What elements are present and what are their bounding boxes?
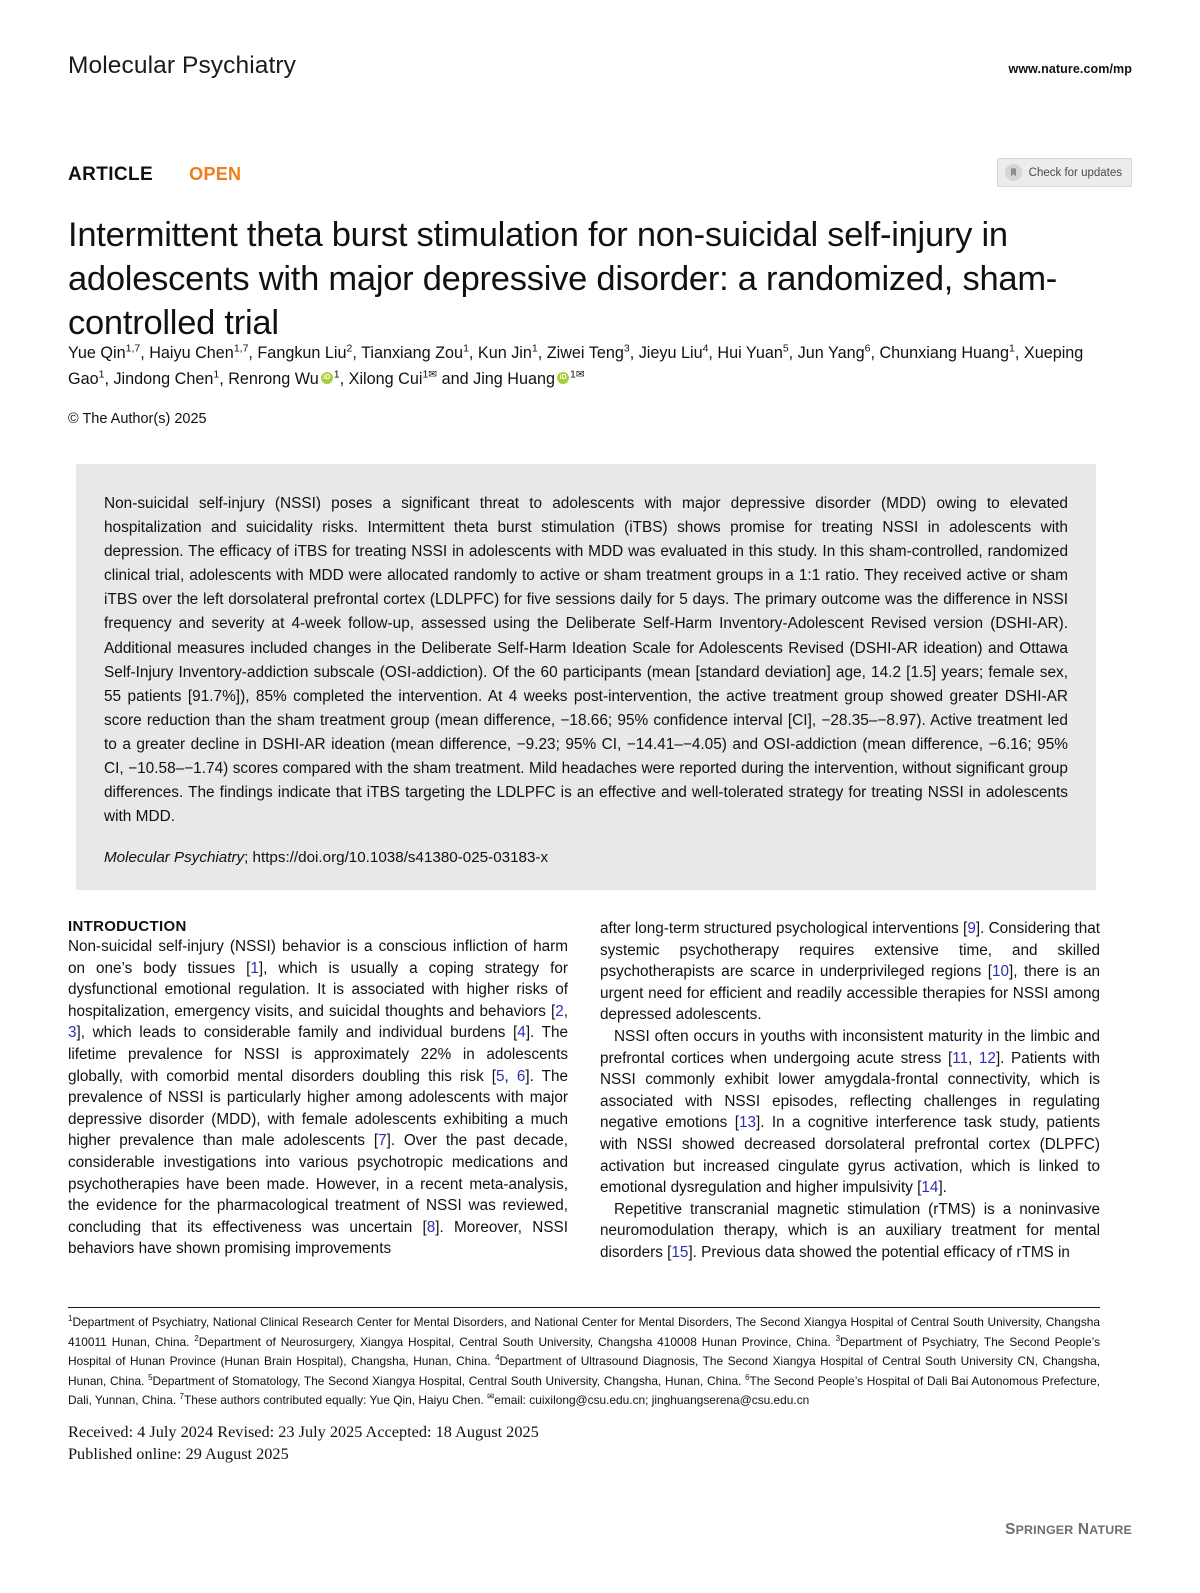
author-affiliation-marker: 1 (570, 368, 576, 381)
publisher-logo-ature: ATURE (1089, 1523, 1132, 1537)
affiliations-block: $^1$Department of Psychiatry, National Clinical Research Center for Mental Disorders, and National Center for Mental Disorders, The Second Xiangya Hospital of Central South University, Changsha 410011 Hunan, China. $^2$Department of Neurosurgery, Xiangya Hospital, Central South University, Changsha 410008 Hunan Province, China. $^3$Department of Psychiatry, The Second People’s Hospital of Hunan Province (Hunan Brain Hospital), Changsha, Hunan, China. $^4$Department of Ultrasound Diagnosis, The Second Xiangya Hospital of Central South University CN, Changsha, Hunan, China. $^5$Department of Stomatology, The Second Xiangya Hospital, Central South University, Changsha, Hunan, China. $^6$The Second People’s Hospital of Dali Bai Autonomous Prefecture, Dali, Yunnan, China. $^7$These authors contributed equally: Yue Qin, Haiyu Chen. ✉email: cuixilong@csu.edu.cn; jinghuangserena@csu.edu.cn (68, 1314, 1101, 1407)
affiliation-marker: 4 (495, 1353, 500, 1363)
author-affiliation-marker: 1 (463, 342, 469, 355)
abstract-citation (104, 849, 1068, 866)
author-affiliation-marker: 3 (623, 342, 630, 355)
citation-link[interactable]: 12 (978, 1049, 996, 1067)
citation-link[interactable]: 4 (517, 1024, 526, 1042)
abstract-box (76, 464, 1096, 890)
author-affiliation-marker: 1 (531, 342, 538, 355)
author-name[interactable]: Renrong Wu (228, 370, 319, 388)
publisher-logo (1005, 1521, 1132, 1539)
author-affiliation-marker: 1,7 (125, 342, 141, 355)
journal-name: Molecular Psychiatry (68, 52, 297, 79)
citation-link[interactable]: 13 (738, 1114, 756, 1132)
intro-paragraph-1-cont: after long-term structured psychological interventions [9]. Considering that systemic psychotherapy requires extensive time, and skilled psychotherapists are scarce in underprivileged regions [10], there is an urgent need for efficient and readily accessible therapies for NSSI among depressed adolescents. (600, 920, 1101, 1024)
citation-link[interactable]: 14 (921, 1179, 939, 1197)
publisher-logo-pringer: PRINGER (1015, 1523, 1074, 1537)
author-name[interactable]: Tianxiang Zou (361, 344, 464, 362)
publisher-logo-s: S (1005, 1521, 1016, 1538)
published-online-line: Published online: 29 August 2025 (68, 1444, 289, 1463)
body-column-left (68, 918, 568, 1264)
author-affiliation-marker: 5 (782, 342, 789, 355)
corresponding-author-envelope-icon[interactable]: ✉ (575, 368, 585, 381)
body-columns (68, 918, 1100, 1264)
author-name[interactable]: Xueping Gao (68, 344, 1084, 388)
author-list: Yue Qin$^{1,7}$, Haiyu Chen$^{1,7}$, Fangkun Liu$^2$, Tianxiang Zou$^1$, Kun Jin$^1$, Ziwei Teng$^3$, Jieyu Liu$^4$, Hui Yuan$^5$, Jun Yang$^6$, Chunxiang Huang$^1$, Xueping Gao$^1$, Jindong Chen$^1$, Renrong Wu iD $^1$, Xilong Cui$^{1✉}$ and Jing Huang iD $^{1✉}$ (68, 340, 1103, 392)
intro-paragraph-3: Repetitive transcranial magnetic stimulation (rTMS) is a noninvasive neuromodulation therapy, which is an auxiliary treatment for mental disorders [15]. Previous data showed the potential efficacy of rTMS in (600, 1200, 1100, 1261)
citation-link[interactable]: 15 (671, 1243, 689, 1261)
author-name[interactable]: Ziwei Teng (546, 344, 624, 362)
author-affiliation-marker: 1 (98, 368, 105, 381)
author-name[interactable]: Jindong Chen (113, 370, 214, 388)
author-name[interactable]: Haiyu Chen (149, 344, 234, 362)
envelope-icon: ✉ (487, 1391, 495, 1402)
affiliation-marker: 7 (179, 1392, 184, 1402)
crossmark-icon (1005, 164, 1022, 181)
citation-link[interactable]: 8 (426, 1218, 436, 1236)
citation-link[interactable]: 11 (952, 1049, 969, 1067)
author-name[interactable]: Xilong Cui (348, 370, 423, 388)
intro-paragraph-1: Non-suicidal self-injury (NSSI) behavior is a conscious infliction of harm on one’s body tissues [1], which is usually a coping strategy for dysfunctional emotional regulation. It is associated with higher risks of hospitalization, emergency visits, and suicidal thoughts and behaviors [2, 3], which leads to considerable family and individual burdens [4]. The lifetime prevalence for NSSI is approximately 22% in adolescents globally, with comorbid mental disorders doubling this risk [5, 6]. The prevalence of NSSI is particularly higher among adolescents with major depressive disorder (MDD), with female adolescents exhibiting a much higher prevalence than male adolescents [7]. Over the past decade, considerable investigations into various psychotropic medications and psychotherapies have been made. However, in a recent meta-analysis, the evidence for the pharmacological treatment of NSSI was reviewed, concluding that its effectiveness was uncertain [8]. Moreover, NSSI behaviors have shown promising improvements (68, 938, 569, 1258)
author-affiliation-marker: 4 (702, 342, 709, 355)
author-name[interactable]: Hui Yuan (717, 344, 783, 362)
author-affiliation-marker: 1 (1009, 342, 1015, 355)
article-kicker: ARTICLE (68, 164, 154, 185)
author-affiliation-marker: 1,7 (233, 342, 249, 355)
citation-link[interactable]: 1 (250, 959, 259, 977)
affiliation-marker: 1 (68, 1314, 73, 1324)
received-revised-accepted-line: Received: 4 July 2024 Revised: 23 July 2025 Accepted: 18 August 2025 (68, 1422, 539, 1441)
citation-link[interactable]: 2 (555, 1002, 564, 1020)
copyright-line: © The Author(s) 2025 (68, 411, 207, 427)
check-for-updates-button[interactable] (997, 158, 1132, 187)
author-name[interactable]: Kun Jin (477, 344, 532, 362)
abstract-text: Non-suicidal self-injury (NSSI) poses a significant threat to adolescents with major depressive disorder (MDD) owing to elevated hospitalization and suicidality risks. Intermittent theta burst stimulation (iTBS) shows promise for treating NSSI in adolescents with depression. The efficacy of iTBS for treating NSSI in adolescents with MDD was evaluated in this study. In this sham-controlled, randomized clinical trial, adolescents with MDD were allocated randomly to active or sham treatment groups in a 1:1 ratio. They received active or sham iTBS over the left dorsolateral prefrontal cortex (LDLPFC) for five sessions daily for 5 days. The primary outcome was the difference in NSSI frequency and severity at 4-week follow-up, assessed using the Deliberate Self-Harm Inventory-Adolescent Revised version (DSHI-AR). Additional measures included changes in the Deliberate Self-Harm Ideation Scale for Adolescents Revised (DSHI-AR ideation) and Ottawa Self-Injury Inventory-addiction subscale (OSI-addiction). Of the 60 participants (mean [standard deviation] age, 14.2 [1.5] years; female sex, 55 patients [91.7%]), 85% completed the intervention. At 4 weeks post-intervention, the active treatment group showed greater DSHI-AR score reduction than the sham treatment group (mean difference, −18.66; 95% confidence interval [CI], −28.35–−8.97). Active treatment led to a greater decline in DSHI-AR ideation (mean difference, −9.23; 95% CI, −14.41–−4.05) and OSI-addiction (mean difference, −6.16; 95% CI, −10.58–−1.74) scores compared with the sham treatment. Mild headaches were reported during the intervention, without significant group differences. The findings indicate that iTBS targeting the LDLPFC is an effective and well-tolerated strategy for treating NSSI in adolescents with MDD. (104, 495, 1068, 826)
citation-link[interactable]: 3 (68, 1024, 77, 1042)
open-access-badge[interactable]: OPEN (189, 164, 242, 184)
abstract-citation-doi[interactable]: ; https://doi.org/10.1038/s41380-025-03183-x (244, 849, 549, 867)
author-name[interactable]: Jieyu Liu (638, 344, 703, 362)
author-name[interactable]: Jun Yang (797, 344, 865, 362)
author-affiliation-marker: 2 (346, 342, 353, 355)
author-name[interactable]: Fangkun Liu (257, 344, 347, 362)
journal-url[interactable]: www.nature.com/mp (1008, 62, 1132, 76)
body-column-right (600, 918, 1100, 1264)
citation-link[interactable]: 7 (378, 1132, 387, 1150)
section-heading-introduction: INTRODUCTION (68, 918, 187, 935)
footnote-divider (68, 1307, 1100, 1308)
affiliation-marker: 2 (194, 1333, 199, 1343)
author-affiliation-marker: 1 (422, 368, 429, 381)
article-type-line (68, 164, 241, 186)
citation-link[interactable]: 6 (516, 1067, 526, 1085)
abstract-citation-journal: Molecular Psychiatry (104, 849, 245, 867)
publisher-logo-n: N (1077, 1521, 1090, 1538)
affiliation-marker: 6 (745, 1372, 750, 1382)
citation-link[interactable]: 10 (992, 963, 1010, 981)
orcid-icon[interactable] (557, 372, 569, 384)
author-name[interactable]: Jing Huang (473, 370, 556, 388)
author-affiliation-marker: 6 (864, 342, 871, 355)
corresponding-author-envelope-icon[interactable]: ✉ (428, 368, 438, 381)
intro-paragraph-2: NSSI often occurs in youths with inconsistent maturity in the limbic and prefrontal cortices when undergoing acute stress [11, 12]. Patients with NSSI commonly exhibit lower amygdala-frontal connectivity, which is associated with NSSI episodes, reflecting challenges in regulating negative emotions [13]. In a cognitive interference task study, patients with NSSI showed decreased dorsolateral prefrontal cortex (DLPFC) activation but increased cingulate gyrus activation, which is linked to emotional dysregulation and higher impulsivity [14]. (600, 1027, 1101, 1197)
check-for-updates-label: Check for updates (1028, 166, 1122, 179)
author-affiliation-marker: 1 (213, 368, 220, 381)
running-head (68, 52, 1132, 80)
citation-link[interactable]: 5 (496, 1067, 505, 1085)
author-affiliation-marker: 1 (333, 368, 340, 381)
affiliation-marker: 5 (148, 1372, 153, 1382)
orcid-icon[interactable] (321, 372, 333, 384)
author-name[interactable]: Yue Qin (68, 344, 126, 362)
article-title: Intermittent theta burst stimulation for non-suicidal self-injury in adolescents with major depressive disorder: a randomized, sham-controlled trial (68, 216, 1058, 343)
affiliation-marker: 3 (835, 1333, 841, 1343)
publication-history (68, 1421, 768, 1465)
citation-link[interactable]: 9 (967, 920, 976, 937)
author-name[interactable]: Chunxiang Huang (879, 344, 1010, 362)
